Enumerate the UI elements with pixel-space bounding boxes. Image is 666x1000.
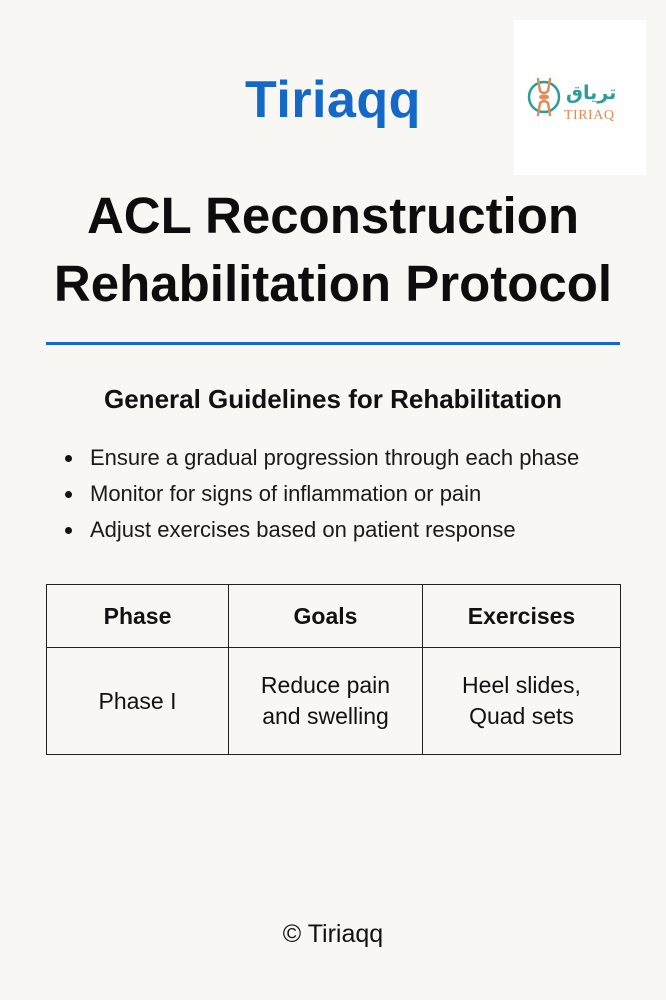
brand-title: Tiriaqq [245, 71, 421, 129]
table-row [47, 648, 621, 755]
guidelines-list [60, 440, 579, 548]
logo [514, 20, 646, 175]
header-exercises: Exercises [423, 585, 621, 648]
header-phase: Phase [47, 585, 229, 648]
knee-joint-icon [524, 75, 564, 119]
guideline-item: Adjust exercises based on patient response [60, 512, 579, 548]
footer-copyright: © Tiriaqq [282, 920, 384, 948]
page-title-line-1: ACL Reconstruction [86, 187, 580, 244]
header-goals: Goals [229, 585, 423, 648]
protocol-table [46, 584, 621, 755]
guideline-item: Ensure a gradual progression through each phase [60, 440, 579, 476]
logo-latin-text: TIRIAQ [564, 108, 615, 123]
cell-goals: Reduce pain and swelling [229, 648, 423, 755]
cell-exercises: Heel slides, Quad sets [423, 648, 621, 755]
title-divider [46, 342, 620, 345]
page-title [0, 182, 666, 318]
guideline-item: Monitor for signs of inflammation or pain [60, 476, 579, 512]
guidelines-heading: General Guidelines for Rehabilitation [104, 384, 562, 414]
cell-phase: Phase I [47, 648, 229, 755]
table-header-row [47, 585, 621, 648]
page-title-line-2: Rehabilitation Protocol [53, 255, 613, 312]
logo-arabic-text: ترياق [566, 82, 617, 104]
